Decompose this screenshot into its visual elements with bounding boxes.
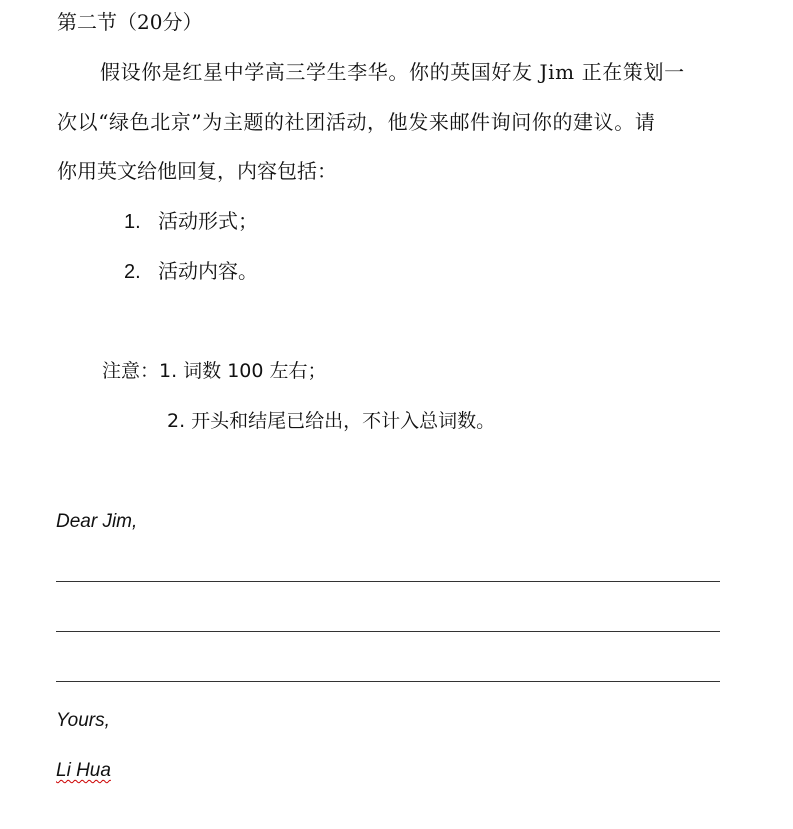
writing-line [56, 631, 720, 632]
prompt-line-3: 你用英文给他回复，内容包括： [57, 159, 337, 183]
content-point-number: 1. [124, 211, 141, 233]
prompt-line-2: 次以“绿色北京”为主题的社团活动，他发来邮件询问你的建议。请 [57, 110, 656, 134]
content-point-number: 2. [124, 261, 141, 283]
letter-signature [56, 758, 111, 784]
letter-closing: Yours, [56, 710, 110, 731]
content-point-2 [124, 257, 258, 286]
note-line-2: 2. 开头和结尾已给出，不计入总词数。 [167, 410, 496, 432]
note-line-1: 注意：1. 词数 100 左右； [102, 360, 327, 382]
content-point-text: 活动内容。 [158, 259, 258, 283]
content-point-text: 活动形式； [158, 209, 258, 233]
signature-name: Li Hua [56, 760, 111, 781]
writing-line [56, 581, 720, 582]
section-title: 第二节（20分） [57, 10, 203, 34]
writing-line [56, 681, 720, 682]
letter-greeting: Dear Jim, [56, 511, 138, 532]
content-point-1 [124, 207, 258, 236]
prompt-line-1: 假设你是红星中学高三学生李华。你的英国好友 Jim 正在策划一 [100, 60, 685, 84]
